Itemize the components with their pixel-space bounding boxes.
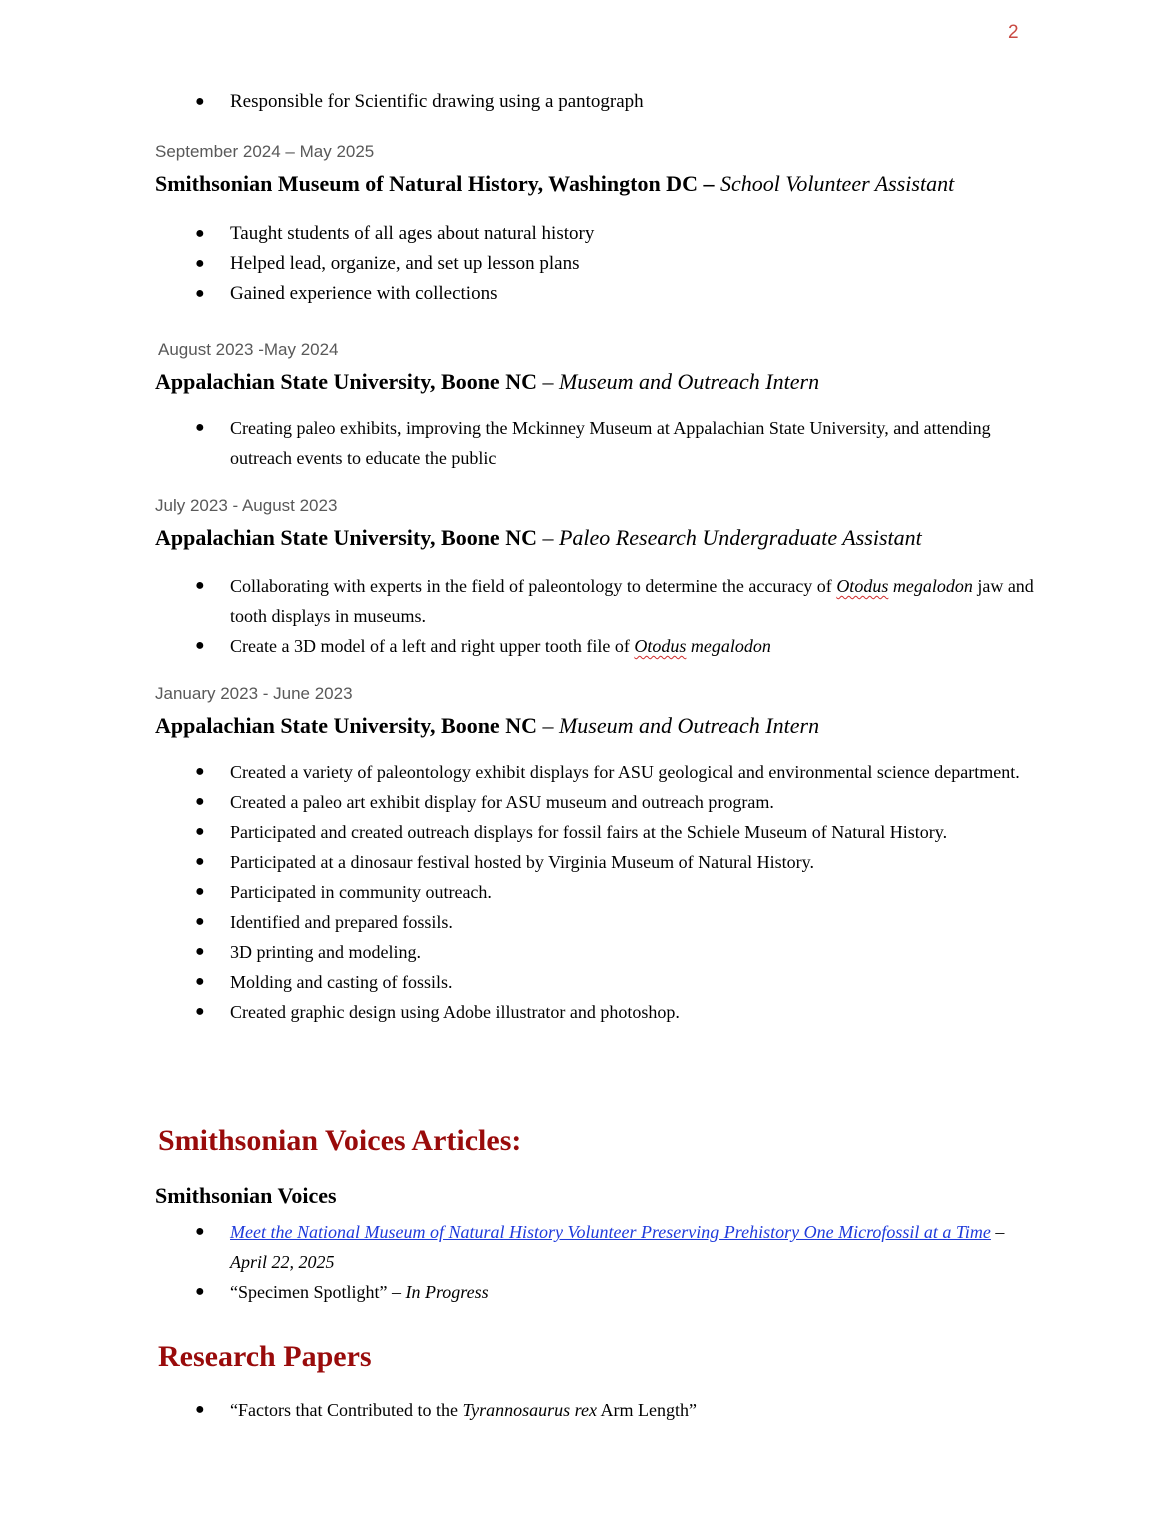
- list-item: ● Participated at a dinosaur festival hosted by Virginia Museum of Natural History.: [155, 847, 1035, 877]
- bullet-icon: ●: [195, 793, 205, 810]
- list-item: ● Identified and prepared fossils.: [155, 907, 1035, 937]
- bullet-list-job-4: [155, 757, 1035, 1027]
- list-item: ● Created graphic design using Adobe illustrator and photoshop.: [155, 997, 1035, 1027]
- bullet-list-job-3: [155, 571, 1035, 661]
- bullet-list-job-2: [155, 413, 1035, 473]
- bullet-icon: ●: [195, 225, 205, 242]
- job-role: Paleo Research Undergraduate Assistant: [558, 525, 922, 550]
- list-item: ● Participated in community outreach.: [155, 877, 1035, 907]
- bullet-icon: ●: [195, 943, 205, 960]
- job-role: School Volunteer Assistant: [719, 171, 955, 196]
- bullet-icon: ●: [195, 763, 205, 780]
- bullet-icon: ●: [195, 637, 205, 654]
- job-organization: Appalachian State University, Boone NC: [155, 525, 537, 550]
- job-date: January 2023 - June 2023: [155, 684, 353, 703]
- section-title-research: Research Papers: [158, 1340, 372, 1373]
- bullet-icon: ●: [195, 285, 205, 302]
- job-organization: Smithsonian Museum of Natural History, Washington DC: [155, 171, 698, 196]
- bullet-list-job-1: [155, 219, 1035, 309]
- job-date: August 2023 -May 2024: [158, 340, 339, 359]
- bullet-icon: ●: [195, 823, 205, 840]
- bullet-icon: ●: [195, 973, 205, 990]
- subsection-title: Smithsonian Voices: [155, 1183, 337, 1208]
- list-item: ● “Factors that Contributed to the Tyrannosaurus rex Arm Length”: [155, 1395, 1035, 1425]
- job-role: Museum and Outreach Intern: [558, 369, 820, 394]
- bullet-icon: ●: [195, 1283, 205, 1300]
- list-item: ● Taught students of all ages about natural history: [155, 219, 1035, 249]
- bullet-list-top: [155, 87, 1035, 117]
- job-organization: Appalachian State University, Boone NC: [155, 713, 537, 738]
- job-heading: Appalachian State University, Boone NC – Paleo Research Undergraduate Assistant: [155, 525, 922, 550]
- job-date: September 2024 – May 2025: [155, 142, 375, 161]
- list-item: ● Collaborating with experts in the field of paleontology to determine the accuracy of Otodus megalodon jaw and tooth displays in museums.: [155, 571, 1035, 631]
- bullet-icon: ●: [195, 255, 205, 272]
- job-role: Museum and Outreach Intern: [558, 713, 820, 738]
- list-item: ● Participated and created outreach displays for fossil fairs at the Schiele Museum of Natural History.: [155, 817, 1035, 847]
- job-heading: Appalachian State University, Boone NC – Museum and Outreach Intern: [155, 369, 820, 394]
- list-item: ● Gained experience with collections: [155, 279, 1035, 309]
- bullet-list-articles: [155, 1217, 1035, 1307]
- page-number: 2: [1008, 22, 1019, 43]
- bullet-icon: ●: [195, 853, 205, 870]
- bullet-list-research: [155, 1395, 1035, 1425]
- list-item: ● Meet the National Museum of Natural History Volunteer Preserving Prehistory One Microfossil at a Time – April 22, 2025: [155, 1217, 1035, 1277]
- bullet-icon: ●: [195, 883, 205, 900]
- list-item: ● “Specimen Spotlight” – In Progress: [155, 1277, 1035, 1307]
- job-heading: Smithsonian Museum of Natural History, Washington DC – School Volunteer Assistant: [155, 171, 955, 196]
- list-item: ● Helped lead, organize, and set up lesson plans: [155, 249, 1035, 279]
- bullet-icon: ●: [195, 1003, 205, 1020]
- bullet-icon: ●: [195, 1223, 205, 1240]
- list-item: ● Created a paleo art exhibit display for ASU museum and outreach program.: [155, 787, 1035, 817]
- bullet-icon: ●: [195, 93, 205, 110]
- list-item: ● 3D printing and modeling.: [155, 937, 1035, 967]
- article-link[interactable]: Meet the National Museum of Natural History Volunteer Preserving Prehistory One Microfossil at a Time: [230, 1222, 991, 1242]
- job-heading: Appalachian State University, Boone NC – Museum and Outreach Intern: [155, 713, 820, 738]
- list-item: ● Created a variety of paleontology exhibit displays for ASU geological and environmental science department.: [155, 757, 1035, 787]
- list-item: ● Molding and casting of fossils.: [155, 967, 1035, 997]
- section-title-articles: Smithsonian Voices Articles:: [158, 1124, 522, 1157]
- job-organization: Appalachian State University, Boone NC: [155, 369, 537, 394]
- list-item: ● Responsible for Scientific drawing using a pantograph: [155, 87, 1035, 117]
- bullet-icon: ●: [195, 913, 205, 930]
- bullet-icon: ●: [195, 577, 205, 594]
- list-item: ● Create a 3D model of a left and right upper tooth file of Otodus megalodon: [155, 631, 1035, 661]
- job-date: July 2023 - August 2023: [155, 496, 338, 515]
- list-item: ● Creating paleo exhibits, improving the Mckinney Museum at Appalachian State University, and attending outreach events to educate the public: [155, 413, 1035, 473]
- bullet-icon: ●: [195, 1401, 205, 1418]
- bullet-icon: ●: [195, 419, 205, 436]
